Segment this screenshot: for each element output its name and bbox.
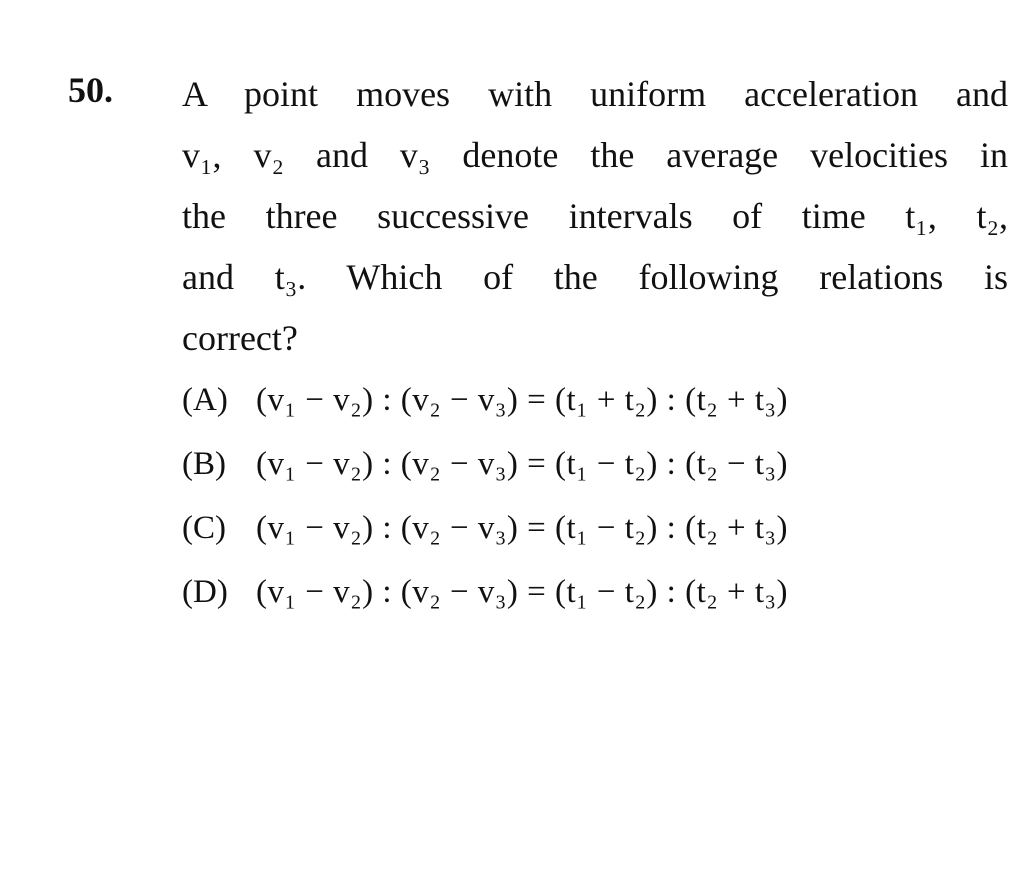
- option-expression: (v₁ − v₂) : (v₂ − v₃) = (t₁ − t₂) : (t₂ + t₃): [256, 574, 789, 610]
- option-label: (C): [182, 510, 226, 546]
- option-c: [182, 510, 788, 574]
- option-label: (D): [182, 574, 228, 610]
- question-line-3: the three successive intervals of time t₁, t₂,: [182, 196, 1008, 236]
- option-expression: (v₁ − v₂) : (v₂ − v₃) = (t₁ − t₂) : (t₂ + t₃): [256, 510, 789, 546]
- question-number: 50.: [68, 70, 113, 110]
- option-d: [182, 574, 788, 638]
- option-expression: (v₁ − v₂) : (v₂ − v₃) = (t₁ − t₂) : (t₂ − t₃): [256, 446, 789, 482]
- question-line-5: correct?: [182, 318, 298, 358]
- question-line-2: v₁, v₂ and v₃ denote the average velocities in: [182, 135, 1008, 175]
- question-line-1: A point moves with uniform acceleration and: [182, 74, 1008, 114]
- question-line-4: and t₃. Which of the following relations is: [182, 257, 1008, 297]
- option-b: [182, 446, 788, 510]
- option-a: [182, 382, 788, 446]
- option-label: (A): [182, 382, 228, 418]
- option-expression: (v₁ − v₂) : (v₂ − v₃) = (t₁ + t₂) : (t₂ + t₃): [256, 382, 789, 418]
- answer-options: [182, 382, 788, 638]
- option-label: (B): [182, 446, 226, 482]
- question-stem: [182, 64, 1008, 369]
